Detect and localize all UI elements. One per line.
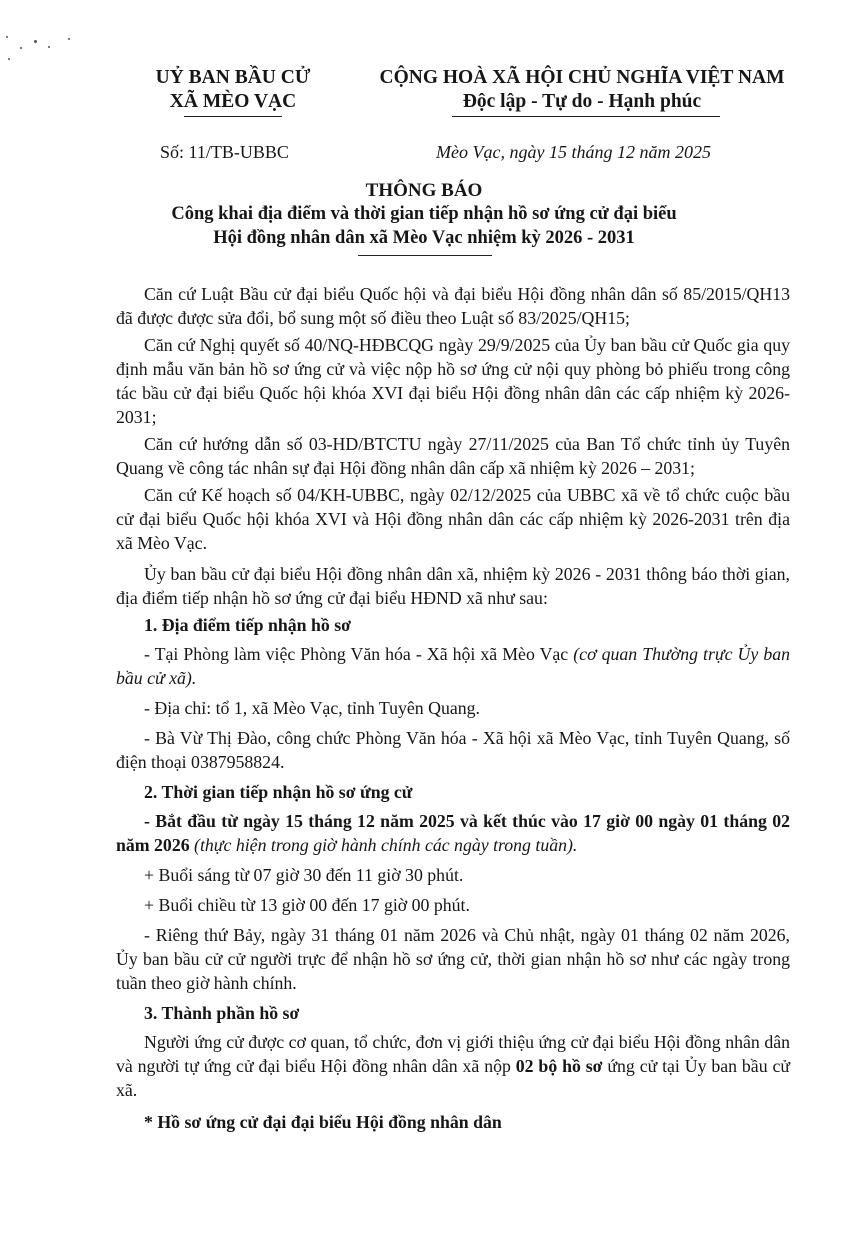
contact-item: - Bà Vừ Thị Đào, công chức Phòng Văn hóa - Xã hội xã Mèo Vạc, tỉnh Tuyên Quang, số điện thoại 0387958824. [116,728,790,772]
document-number: Số: 11/TB-UBBC [160,142,289,162]
basis-paragraph-4: Căn cứ Kế hoạch số 04/KH-UBBC, ngày 02/12/2025 của UBBC xã về tổ chức cuộc bầu cử đại biểu Quốc hội khóa XVI và Hội đồng nhân dân các cấp nhiệm kỳ 2026-2031 trên địa xã Mèo Vạc. [116,485,790,553]
motto: Độc lập - Tự do - Hạnh phúc [462,91,702,112]
location-note: (cơ quan Thường trực Ủy ban bầu cử xã). [116,644,790,688]
doc-subtitle-1: Công khai địa điểm và thời gian tiếp nhận hồ sơ ứng cử đại biểu [171,204,677,224]
dossier-count: 02 bộ hồ sơ [515,1056,603,1076]
basis-paragraph-3: Căn cứ hướng dẫn số 03-HD/BTCTU ngày 27/11/2025 của Ban Tổ chức tỉnh ủy Tuyên Quang về công tác nhân sự đại Hội đồng nhân dân cấp xã nhiệm kỳ 2026 – 2031; [116,434,790,478]
weekend-note: - Riêng thứ Bảy, ngày 31 tháng 01 năm 2026 và Chủ nhật, ngày 01 tháng 02 năm 2026, Ủy ban bầu cử cử người trực để nhận hồ sơ ứng cử, thời gian nhận hồ sơ như các ngày trong tuần theo giờ hành chính. [116,925,790,993]
section-3-heading: 3. Thành phần hồ sơ [144,1003,300,1023]
section-1-heading: 1. Địa điểm tiếp nhận hồ sơ [144,615,351,635]
period-text: - Bắt đầu từ ngày 15 tháng 12 năm 2025 và kết thúc vào 17 giờ 00 ngày 01 tháng 02 năm 2026 [116,811,790,855]
scan-speck [6,36,8,38]
intro-paragraph: Ủy ban bầu cử đại biểu Hội đồng nhân dân xã, nhiệm kỳ 2026 - 2031 thông báo thời gian, địa điểm tiếp nhận hồ sơ ứng cử đại biểu HĐND xã như sau: [116,564,790,608]
basis-paragraph-1: Căn cứ Luật Bầu cử đại biểu Quốc hội và đại biểu Hội đồng nhân dân số 85/2015/QH13 đã được được sửa đổi, bổ sung một số điều theo Luật số 83/2025/QH15; [116,284,790,328]
motto-underline [452,116,720,117]
doc-title: THÔNG BÁO [365,180,483,201]
agency-line-2: XÃ MÈO VẠC [169,91,297,112]
scan-speck [34,40,37,43]
document-body [116,282,790,1134]
agency-underline [184,116,282,117]
basis-paragraph-2: Căn cứ Nghị quyết số 40/NQ-HĐBCQG ngày 29/9/2025 của Ủy ban bầu cử Quốc gia quy định mẫu văn bản hồ sơ ứng cử và việc nộp hồ sơ ứng cử nội quy phòng bỏ phiếu trong công tác bầu cử đại biểu Quốc hội khóa XVI đại biểu Hội đồng nhân dân các cấp nhiệm kỳ 2026-2031; [116,335,790,427]
scan-speck [68,38,70,40]
title-underline [358,255,492,256]
address-item: - Địa chỉ: tổ 1, xã Mèo Vạc, tỉnh Tuyên Quang. [144,698,480,718]
national-motto [352,66,812,114]
morning-hours: + Buổi sáng từ 07 giờ 30 đến 11 giờ 30 phút. [144,865,464,885]
scan-speck [20,47,22,49]
dossier-paragraph [116,1030,790,1102]
afternoon-hours: + Buổi chiều từ 13 giờ 00 đến 17 giờ 00 phút. [144,895,470,915]
agency-name [128,66,338,114]
dossier-text-pre: Người ứng cử được cơ quan, tổ chức, đơn vị giới thiệu ứng cử đại biểu Hội đồng nhân dân và người tự ứng cử đại biểu Hội đồng nhân dân xã nộp [116,1032,790,1076]
scan-speck [8,58,10,60]
scan-speck [48,46,50,48]
period-note: (thực hiện trong giờ hành chính các ngày trong tuần). [189,835,578,855]
agency-line-1: UỶ BAN BẦU CỬ [155,67,311,88]
doc-subtitle-2: Hội đồng nhân dân xã Mèo Vạc nhiệm kỳ 2026 - 2031 [213,228,635,248]
period-item [116,809,790,857]
location-text: - Tại Phòng làm việc Phòng Văn hóa - Xã hội xã Mèo Vạc [144,644,574,664]
location-item [116,642,790,690]
country-name: CỘNG HOÀ XÃ HỘI CHỦ NGHĨA VIỆT NAM [379,67,785,88]
document-date: Mèo Vạc, ngày 15 tháng 12 năm 2025 [436,142,711,162]
dossier-text-post: ứng cử tại Ủy ban bầu cử xã. [116,1056,790,1100]
dossier-subheading: * Hồ sơ ứng cử đại đại biểu Hội đồng nhân dân [144,1112,502,1132]
section-2-heading: 2. Thời gian tiếp nhận hồ sơ ứng cử [144,782,413,802]
